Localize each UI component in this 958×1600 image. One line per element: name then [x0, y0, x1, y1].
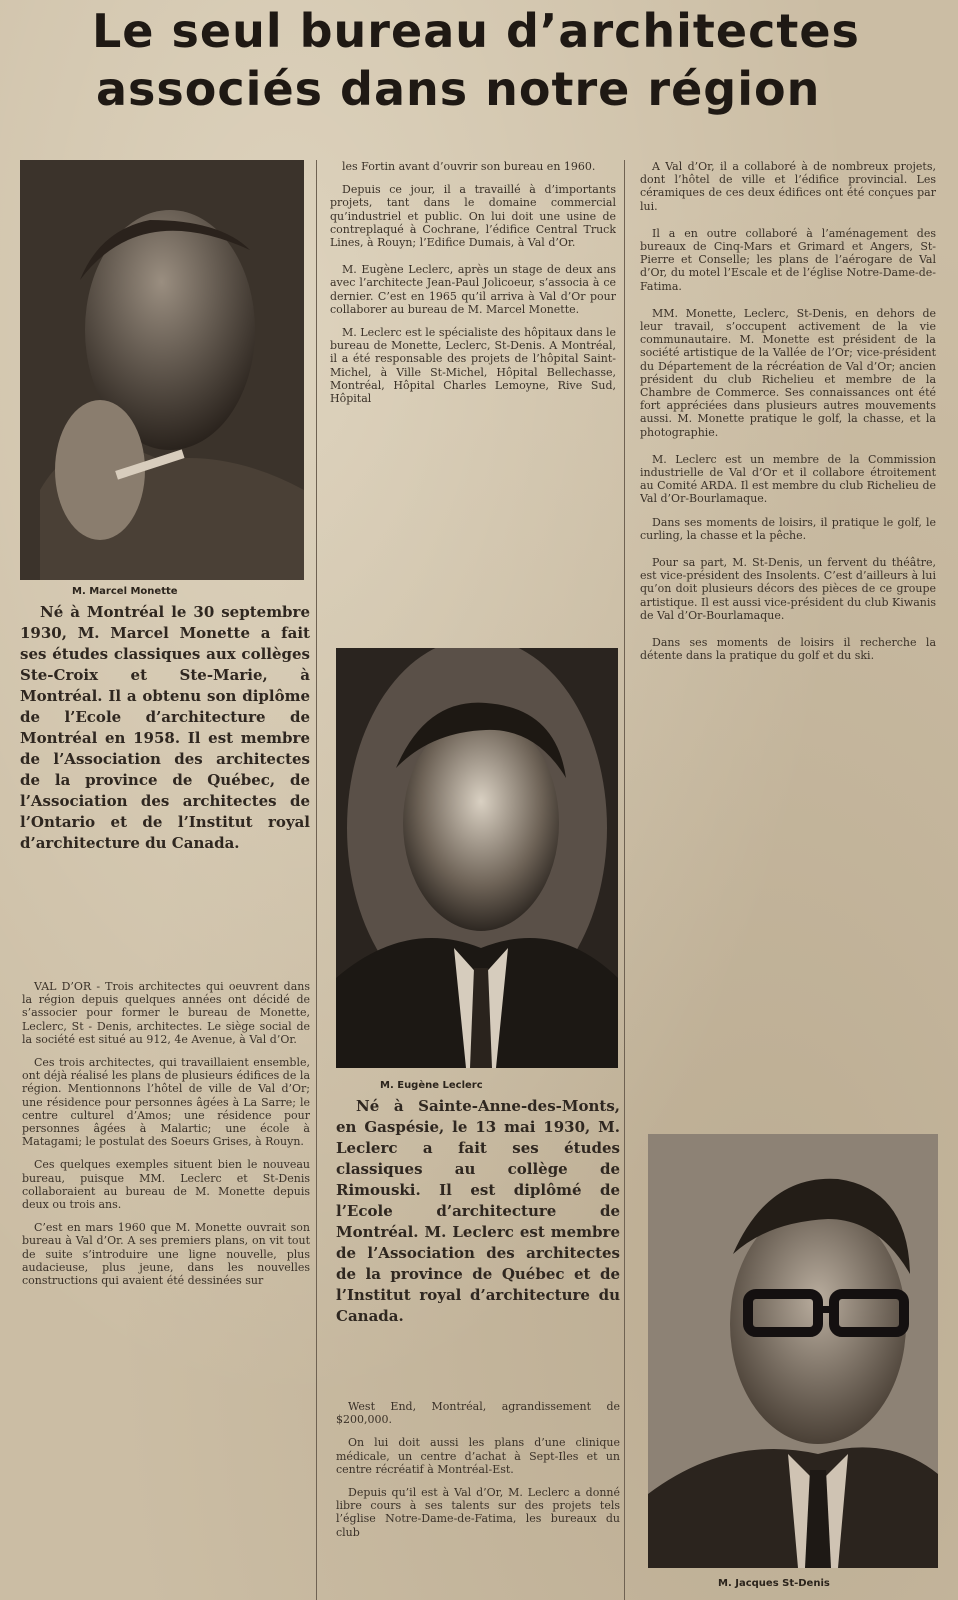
col2-paragraph-1: les Fortin avant d’ouvrir son bureau en 1960. — [342, 160, 596, 173]
headline-line-1: Le seul bureau d’architectes — [92, 4, 860, 58]
portrait-leclerc-illustration — [336, 648, 618, 1068]
headline-line-2: associés dans notre région — [96, 62, 821, 116]
column-rule-1 — [316, 160, 317, 1600]
column-1 — [22, 980, 310, 1596]
col3-paragraph-3: MM. Monette, Leclerc, St-Denis, en dehors de leur travail, s’occupent activement de la vie communautaire. M. Monette est président de la société artistique de la Vallée de l’Or; vice-président du Département de la récréation de Val d’Or; ancien président du club Richelieu et membre de la Chambre de Commerce. Ses connaissances ont été fort appréciées dans plusieurs autres mouvements aussi. M. Monette pratique le golf, la chasse, et la photographie. — [640, 306, 936, 439]
bio-monette — [20, 602, 310, 962]
col1-paragraph-1: VAL D’OR - Trois architectes qui oeuvrent dans la région depuis quelques années ont décidé de s’associer pour former le bureau de Monette, Leclerc, St - Denis, architectes. Le siège social de la société est situé au 912, 4e Avenue, à Val d’Or. — [22, 980, 310, 1046]
col2b-paragraph-2: On lui doit aussi les plans d’une clinique médicale, un centre d’achat à Sept-Iles et un centre récréatif à Montréal-Est. — [336, 1436, 620, 1476]
col2b-paragraph-3: Depuis qu’il est à Val d’Or, M. Leclerc a donné libre cours à ses talents sur des projets tels l’église Notre-Dame-de-Fatima, les bureaux du club — [336, 1486, 620, 1539]
col2b-paragraph-1: West End, Montréal, agrandissement de $200,000. — [336, 1400, 620, 1427]
headline — [40, 2, 920, 118]
col1-paragraph-3: Ces quelques exemples situent bien le nouveau bureau, puisque MM. Leclerc et St-Denis collaboraient au bureau de M. Monette depuis deux ou trois ans. — [22, 1158, 310, 1212]
col3-paragraph-6: Pour sa part, M. St-Denis, un fervent du théâtre, est vice-président des Insolents. C’est d’ailleurs à lui qu’on doit plusieurs décors des pièces de ce groupe artistique. Il est aussi vice-président du club Kiwanis de Val d’Or-Bourlamaque. — [640, 556, 936, 622]
col3-paragraph-1: A Val d’Or, il a collaboré à de nombreux projets, dont l’hôtel de ville et l’édifice provincial. Les céramiques de ces deux édifices ont été conçues par lui. — [640, 160, 936, 213]
bio-leclerc-text: Né à Sainte-Anne-des-Monts, en Gaspésie, le 13 mai 1930, M. Leclerc a fait ses études classiques au collège de Rimouski. Il est diplômé de l’Ecole d’architecture de Montréal. M. Leclerc est membre de l’Association des architectes de la province de Québec et de l’Institut royal d’architecture du Canada. — [336, 1097, 620, 1325]
col3-paragraph-2: Il a en outre collaboré à l’aménagement des bureaux de Cinq-Mars et Grimard et Angers, St-Pierre et Conselle; les plans de l’aérogare de Val d’Or, du motel l’Escale et de l’église Notre-Dame-de-Fatima. — [640, 226, 936, 293]
column-rule-2 — [624, 160, 625, 1600]
col2-paragraph-3: M. Eugène Leclerc, après un stage de deux ans avec l’architecte Jean-Paul Jolicoeur, s’associa à ce dernier. C’est en 1965 qu’il arriva à Val d’Or pour collaborer au bureau de M. Marcel Monette. — [330, 263, 616, 316]
portrait-monette-illustration — [20, 160, 304, 580]
photo-eugene-leclerc — [336, 648, 618, 1068]
col3-paragraph-7: Dans ses moments de loisirs il recherche la détente dans la pratique du golf et du ski. — [640, 636, 936, 663]
column-2-top — [330, 160, 616, 630]
col1-paragraph-4: C’est en mars 1960 que M. Monette ouvrait son bureau à Val d’Or. A ses premiers plans, on vit tout de suite s’introduire une ligne nouvelle, plus audacieuse, plus jeune, dans les nouvelles constructions qui avaient été dessinées sur — [22, 1221, 310, 1288]
col1-paragraph-2: Ces trois architectes, qui travaillaient ensemble, ont déjà réalisé les plans de plusieurs édifices de la région. Mentionnons l’hôtel de ville de Val d’Or; une résidence pour personnes âgées à La Sarre; le centre culturel d’Amos; une résidence pour personnes âgées à Malartic; une école à Matagami; le postulat des Soeurs Grises, à Rouyn. — [22, 1056, 310, 1149]
caption-monette: M. Marcel Monette — [72, 586, 178, 597]
photo-jacques-st-denis — [648, 1134, 938, 1568]
caption-leclerc: M. Eugène Leclerc — [380, 1080, 483, 1091]
bio-monette-text: Né à Montréal le 30 septembre 1930, M. Marcel Monette a fait ses études classiques aux collèges Ste-Croix et Ste-Marie, à Montréal. Il a obtenu son diplôme de l’Ecole d’architecture de Montréal en 1958. Il est membre de l’Association des architectes de la province de Québec, de l’Association des architectes de l’Ontario et de l’Institut royal d’architecture du Canada. — [20, 603, 310, 852]
col3-paragraph-4: M. Leclerc est un membre de la Commission industrielle de Val d’Or et il collabore étroitement au Comité ARDA. Il est membre du club Richelieu de Val d’Or-Bourlamaque. — [640, 452, 936, 506]
photo-marcel-monette — [20, 160, 304, 580]
col2-paragraph-4: M. Leclerc est le spécialiste des hôpitaux dans le bureau de Monette, Leclerc, St-Denis. A Montréal, il a été responsable des projets de l’hôpital Saint-Michel, à Ville St-Michel, Hôpital Bellechasse, Montréal, Hôpital Charles Lemoyne, Rive Sud, Hôpital — [330, 326, 616, 406]
portrait-st-denis-illustration — [648, 1134, 938, 1568]
bio-leclerc — [336, 1096, 620, 1388]
column-2-bottom — [336, 1400, 620, 1596]
col3-paragraph-5: Dans ses moments de loisirs, il pratique le golf, le curling, la chasse et la pêche. — [640, 515, 936, 542]
column-3 — [640, 160, 936, 1130]
col2-paragraph-2: Depuis ce jour, il a travaillé à d’importants projets, tant dans le domaine commercial qu’industriel et public. On lui doit une usine de contreplaqué à Cochrane, l’édifice Central Truck Lines, à Rouyn; l’Edifice Dumais, à Val d’Or. — [330, 183, 616, 250]
caption-st-denis: M. Jacques St-Denis — [718, 1578, 830, 1589]
